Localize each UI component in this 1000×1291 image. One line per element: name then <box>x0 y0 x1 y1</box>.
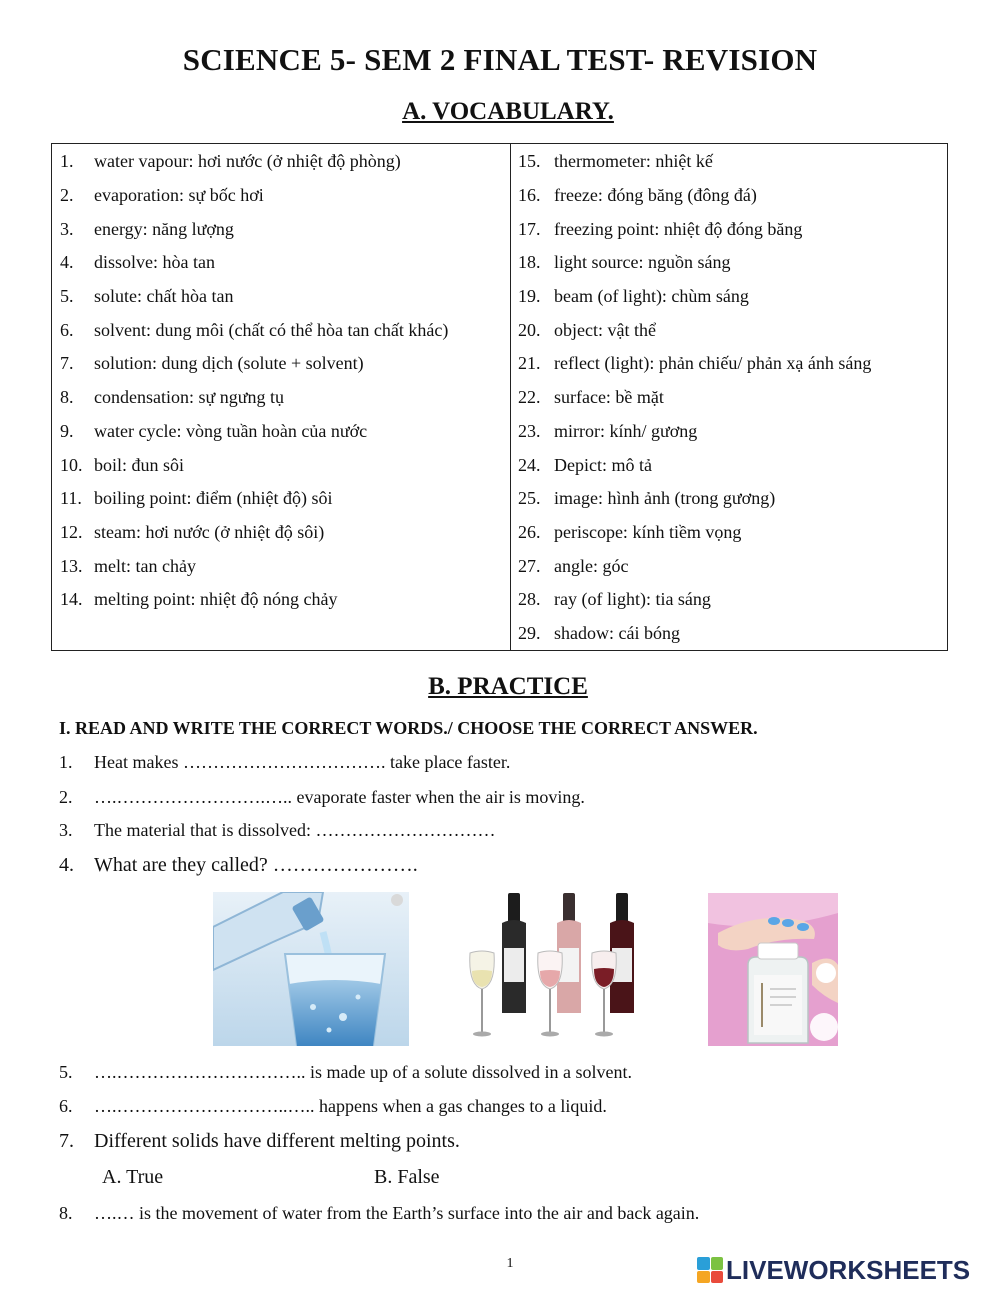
option-false[interactable]: B. False <box>374 1166 440 1188</box>
vocab-text: boiling point: điểm (nhiệt độ) sôi <box>94 488 333 509</box>
vocab-number: 14. <box>60 589 83 610</box>
question-8[interactable] <box>59 1203 699 1224</box>
question-7[interactable] <box>59 1130 460 1153</box>
vocabulary-column-left <box>52 144 511 650</box>
vocab-text: thermometer: nhiệt kế <box>553 151 713 172</box>
vocab-text: solution: dung dịch (solute + solvent) <box>94 353 364 374</box>
wine-bottles-image <box>468 893 650 1043</box>
vocab-text: freezing point: nhiệt độ đóng băng <box>553 218 803 239</box>
vocab-number: 29. <box>517 622 541 643</box>
vocab-text: energy: năng lượng <box>94 218 234 239</box>
vocab-number: 23. <box>517 420 541 441</box>
question-5[interactable] <box>59 1062 632 1083</box>
question-number: 8. <box>59 1203 73 1223</box>
vocab-text: ray (of light): tia sáng <box>553 589 711 610</box>
section-b-heading: B. PRACTICE <box>428 673 588 700</box>
vocab-item <box>52 516 510 550</box>
question-text: ….…………………….….. evaporate faster when the air is moving. <box>94 787 585 807</box>
vocab-number: 4. <box>60 252 74 273</box>
page-number: 1 <box>506 1256 514 1271</box>
vocab-item <box>52 448 510 482</box>
vocab-text: solute: chất hòa tan <box>94 286 234 307</box>
vocab-item <box>511 415 947 449</box>
vocab-item <box>52 415 510 449</box>
vocab-number: 18. <box>517 252 541 273</box>
vocab-text: image: hình ảnh (trong gương) <box>553 488 776 509</box>
question-number: 2. <box>59 787 73 807</box>
vocab-item <box>52 347 510 381</box>
vocab-text: mirror: kính/ gương <box>553 420 698 441</box>
vocab-item <box>52 179 510 213</box>
vocab-text: solvent: dung môi (chất có thể hòa tan chất khác) <box>94 319 449 340</box>
vocab-number: 25. <box>517 488 541 509</box>
vocab-number: 26. <box>517 521 541 542</box>
vocab-number: 1. <box>60 151 74 172</box>
liveworksheets-logo <box>697 1255 970 1285</box>
vocab-item <box>52 313 510 347</box>
question-number: 5. <box>59 1062 73 1082</box>
question-text: The material that is dissolved: ………………………… <box>94 820 496 840</box>
question-number: 6. <box>59 1096 73 1116</box>
question-number: 7. <box>59 1130 74 1152</box>
vocab-item <box>511 482 947 516</box>
vocab-text: surface: bề mặt <box>553 387 664 408</box>
vocab-text: melting point: nhiệt độ nóng chảy <box>94 589 338 610</box>
vocab-item <box>511 583 947 617</box>
vocab-item <box>52 145 510 179</box>
question-text: ….… is the movement of water from the Earth’s surface into the air and back again. <box>94 1203 700 1223</box>
vocab-text: beam (of light): chùm sáng <box>553 286 749 307</box>
vocab-text: water vapour: hơi nước (ở nhiệt độ phòng) <box>94 151 401 172</box>
vocab-number: 2. <box>60 185 74 206</box>
vocab-item <box>511 381 947 415</box>
vocab-text: object: vật thể <box>553 319 656 340</box>
question-6[interactable] <box>59 1096 607 1117</box>
vocab-number: 24. <box>517 454 541 475</box>
vocab-text: reflect (light): phản chiếu/ phản xạ ánh sáng <box>553 353 872 374</box>
question-4[interactable] <box>59 854 418 877</box>
section-a-heading: A. VOCABULARY. <box>402 98 614 125</box>
vocab-text: shadow: cái bóng <box>553 622 680 643</box>
vocab-text: angle: góc <box>553 555 629 576</box>
page-title: SCIENCE 5- SEM 2 FINAL TEST- REVISION <box>182 42 818 77</box>
vocab-text: evaporation: sự bốc hơi <box>94 185 264 206</box>
nail-polish-remover-image <box>708 893 838 1046</box>
vocab-text: boil: đun sôi <box>94 454 185 475</box>
question-text: Heat makes ……………………………. take place faster. <box>94 752 511 772</box>
vocab-item <box>52 381 510 415</box>
vocab-text: light source: nguồn sáng <box>553 252 731 273</box>
vocab-item <box>511 617 947 651</box>
vocab-number: 13. <box>60 555 83 576</box>
question-text: What are they called? …………………. <box>94 854 418 876</box>
vocab-item <box>511 313 947 347</box>
question-3[interactable] <box>59 820 495 841</box>
logo-text: LIVEWORKSHEETS <box>726 1254 971 1285</box>
vocab-number: 12. <box>60 521 83 542</box>
vocab-number: 15. <box>517 151 541 172</box>
vocab-item <box>511 246 947 280</box>
vocab-number: 11. <box>60 488 82 509</box>
vocab-item <box>52 246 510 280</box>
vocab-text: dissolve: hòa tan <box>94 252 215 273</box>
vocab-item <box>511 549 947 583</box>
vocabulary-column-right <box>511 144 947 650</box>
vocab-text: melt: tan chảy <box>94 555 196 576</box>
vocab-text: Depict: mô tả <box>553 454 652 475</box>
vocab-number: 27. <box>517 555 541 576</box>
vocab-number: 9. <box>60 420 74 441</box>
question-number: 4. <box>59 854 74 876</box>
vocab-item <box>52 482 510 516</box>
vocab-text: condensation: sự ngưng tụ <box>94 387 284 408</box>
vocab-item <box>511 448 947 482</box>
question-number: 1. <box>59 752 73 772</box>
vocab-number: 7. <box>60 353 74 374</box>
vocab-text: freeze: đóng băng (đông đá) <box>553 185 757 206</box>
vocab-text: periscope: kính tiềm vọng <box>553 521 742 542</box>
water-glass-image <box>213 892 409 1046</box>
vocab-number: 20. <box>517 319 541 340</box>
logo-mark-icon <box>697 1257 723 1283</box>
vocab-item <box>511 280 947 314</box>
vocab-item <box>52 280 510 314</box>
question-number: 3. <box>59 820 73 840</box>
vocab-number: 5. <box>60 286 74 307</box>
vocab-text: steam: hơi nước (ở nhiệt độ sôi) <box>94 521 325 542</box>
question-text: ….………………………….. is made up of a solute dissolved in a solvent. <box>94 1062 632 1082</box>
vocab-number: 3. <box>60 218 74 239</box>
vocab-number: 8. <box>60 387 74 408</box>
vocab-number: 6. <box>60 319 74 340</box>
vocab-item <box>511 179 947 213</box>
vocab-item <box>511 347 947 381</box>
vocab-number: 17. <box>517 218 541 239</box>
vocab-item <box>511 212 947 246</box>
vocab-item <box>511 516 947 550</box>
vocab-number: 28. <box>517 589 541 610</box>
vocab-number: 16. <box>517 185 541 206</box>
question-1[interactable] <box>59 752 510 773</box>
question-text: Different solids have different melting points. <box>94 1130 460 1152</box>
exercise-instruction: I. READ AND WRITE THE CORRECT WORDS./ CHOOSE THE CORRECT ANSWER. <box>59 718 758 738</box>
vocab-number: 10. <box>60 454 83 475</box>
vocab-number: 22. <box>517 387 541 408</box>
vocab-item <box>511 145 947 179</box>
question-text: ….………………………..….. happens when a gas changes to a liquid. <box>94 1096 607 1116</box>
vocabulary-table <box>51 143 948 651</box>
vocab-item <box>52 549 510 583</box>
vocab-number: 21. <box>517 353 541 374</box>
vocab-text: water cycle: vòng tuần hoàn của nước <box>94 420 368 441</box>
vocab-number: 19. <box>517 286 541 307</box>
option-true[interactable]: A. True <box>102 1166 164 1188</box>
vocab-item <box>52 583 510 617</box>
vocab-item <box>52 212 510 246</box>
question-2[interactable] <box>59 787 585 808</box>
